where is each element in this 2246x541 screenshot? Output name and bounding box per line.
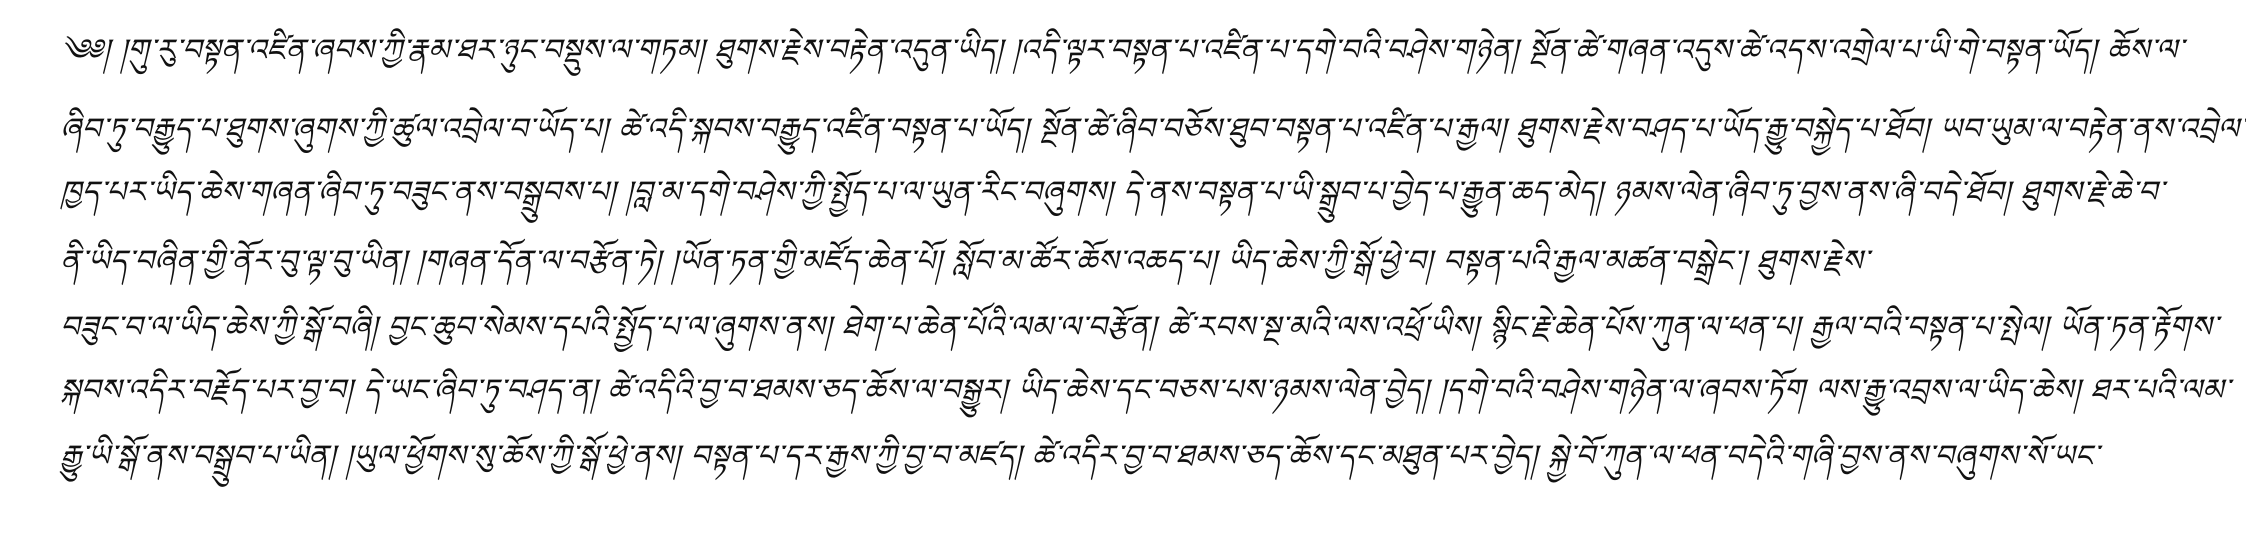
text-line-1: ༄༅། །གུ་རུ་བསྟན་འཛིན་ཞབས་ཀྱི་རྣམ་ཐར་ཉུང་བསྡུས་ལ་གཏམ། ཐུགས་རྗེས་བརྟེན་འདུན་ཡིད། །འདི་ལྟར་བསྟན་པ་འཛིན་པ་དགེ་བའི་བཤེས་གཉེན། སྔོན་ཚེ་གཞན་འདུས་ཚེ་འདས་འགྲེལ་པ་ཡི་གེ་བསྟན་ཡོད། ཆོས་ལ་ xyxy=(60,33,2184,68)
text-line-2: ཞིབ་ཏུ་བརྒྱུད་པ་ཐུགས་ཞུགས་ཀྱི་ཚུལ་འབྲེལ་བ་ཡོད་པ། ཚེ་འདི་སྐབས་བརྒྱུད་འཛིན་བསྟན་པ་ཡོད། སྔོན་ཚེ་ཞིབ་བཅོས་ཐུབ་བསྟན་པ་འཛིན་པ་རྒྱལ། ཐུགས་རྗེས་བཤད་པ་ཡོད་རྒྱུ་བསྐྱེད་པ་ཐོབ། ཡབ་ཡུམ་ལ་བརྟེན་ནས་འབྲེལ་ xyxy=(60,112,2246,147)
text-line-5: བཟུང་བ་ལ་ཡིད་ཆེས་ཀྱི་སྒོ་བཞི། བྱང་ཆུབ་སེམས་དཔའི་སྤྱོད་པ་ལ་ཞུགས་ནས། ཐེག་པ་ཆེན་པོའི་ལམ་ལ་བརྩོན། ཚེ་རབས་སྔ་མའི་ལས་འཕྲོ་ཡིས། སྙིང་རྗེ་ཆེན་པོས་ཀུན་ལ་ཕན་པ། རྒྱལ་བའི་བསྟན་པ་སྤེལ། ཡོན་ཏན་རྟོགས་ xyxy=(60,310,2219,345)
text-line-3: ཁྱད་པར་ཡིད་ཆེས་གཞན་ཞིབ་ཏུ་བཟུང་ནས་བསྒྲུབས་པ། །བླ་མ་དགེ་བཤེས་ཀྱི་སྤྱོད་པ་ལ་ཡུན་རིང་བཞུགས། དེ་ནས་བསྟན་པ་ཡི་སྒྲུབ་པ་བྱེད་པ་རྒྱུན་ཆད་མེད། ཉམས་ལེན་ཞིབ་ཏུ་བྱས་ནས་ཞི་བདེ་ཐོབ། ཐུགས་རྗེ་ཆེ་བ་ xyxy=(60,175,2165,210)
text-line-4: ནི་ཡིད་བཞིན་གྱི་ནོར་བུ་ལྟ་བུ་ཡིན། །གཞན་དོན་ལ་བརྩོན་ཏེ། །ཡོན་ཏན་གྱི་མཛོད་ཆེན་པོ། སློབ་མ་ཚོར་ཆོས་འཆད་པ། ཡིད་ཆེས་ཀྱི་སྒོ་ཕྱེ་བ། བསྟན་པའི་རྒྱལ་མཚན་བསྒྲེང་། ཐུགས་རྗེས་ xyxy=(60,244,1870,279)
text-line-7: རྒྱུ་ཡི་སྒོ་ནས་བསྒྲུབ་པ་ཡིན། །ཡུལ་ཕྱོགས་སུ་ཆོས་ཀྱི་སྒོ་ཕྱེ་ནས། བསྟན་པ་དར་རྒྱས་ཀྱི་བྱ་བ་མཛད། ཚེ་འདིར་བྱ་བ་ཐམས་ཅད་ཆོས་དང་མཐུན་པར་བྱེད། སྐྱེ་བོ་ཀུན་ལ་ཕན་བདེའི་གཞི་བྱས་ནས་བཞུགས་སོ་ཡང་ xyxy=(60,439,2100,474)
text-line-6: སྐབས་འདིར་བརྗོད་པར་བྱ་བ། དེ་ཡང་ཞིབ་ཏུ་བཤད་ན། ཚེ་འདིའི་བྱ་བ་ཐམས་ཅད་ཆོས་ལ་བསྒྱུར། ཡིད་ཆེས་དང་བཅས་པས་ཉམས་ལེན་བྱེད། །དགེ་བའི་བཤེས་གཉེན་ལ་ཞབས་ཏོག ལས་རྒྱུ་འབྲས་ལ་ཡིད་ཆེས། ཐར་པའི་ལམ་ xyxy=(60,373,2231,408)
